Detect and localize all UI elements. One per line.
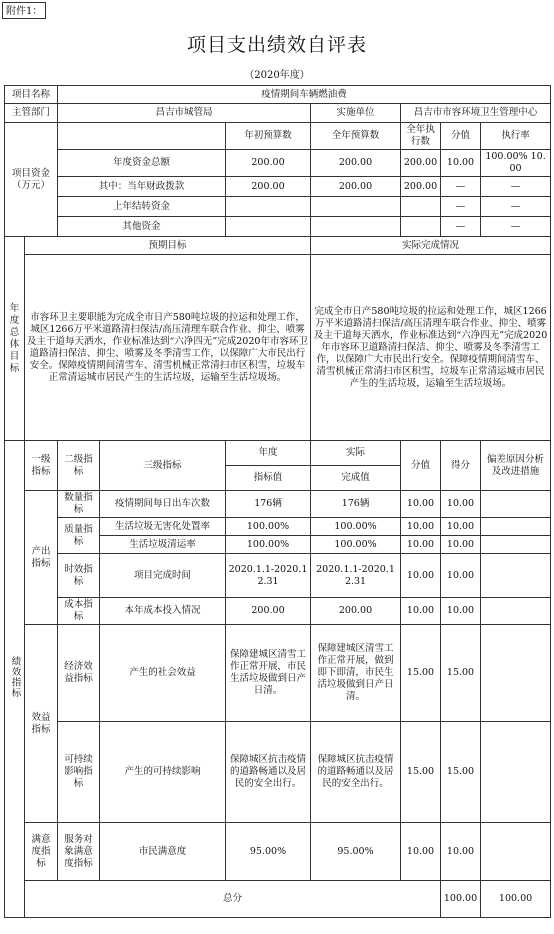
funds-cell: 200.00 [311, 177, 401, 197]
attachment-label: 附件1： [2, 2, 46, 19]
table-row: 保障建城区清雪工作正常开展，市民生活垃圾做到日产日清。 [226, 625, 311, 722]
impl-label: 实施单位 [311, 104, 401, 123]
funds-header: 执行率 [481, 123, 551, 150]
table-row: 市民满意度 [100, 823, 226, 881]
funds-header: 全年预算数 [311, 123, 401, 150]
perf-header-level3: 三级指标 [100, 441, 226, 491]
funds-cell: 200.00 [401, 150, 441, 177]
table-row: 10.00 [441, 823, 481, 881]
benefit-indicator-label: 效益指标 [25, 625, 58, 823]
table-row: 100.00% [311, 518, 401, 536]
table-row: 15.00 [401, 625, 441, 722]
table-row: 15.00 [401, 722, 441, 823]
table-row: 生活垃圾无害化处置率 [100, 518, 226, 536]
table-row: 本年成本投入情况 [100, 598, 226, 625]
goals-label: 年度总体目标 [5, 237, 25, 441]
table-row: 15.00 [441, 625, 481, 722]
table-row: 10.00 [401, 598, 441, 625]
perf-header-level2: 二级指标 [58, 441, 100, 491]
funds-cell: — [441, 197, 481, 217]
funds-cell: 200.00 [226, 150, 311, 177]
funds-row-label: 上年结转资金 [58, 197, 226, 217]
perf-header-score-value: 分值 [401, 441, 441, 491]
project-name: 疫情期间车辆燃油费 [58, 86, 551, 104]
funds-row-label: 年度资金总额 [58, 150, 226, 177]
table-row: 10.00 [401, 536, 441, 554]
table-row: 时效指标 [58, 554, 100, 598]
funds-cell: 200.00 [226, 177, 311, 197]
table-row: 100.00% [311, 536, 401, 554]
output-indicator-label: 产出指标 [25, 491, 58, 625]
table-row: 10.00 [441, 536, 481, 554]
funds-cell: — [441, 217, 481, 237]
table-row: 10.00 [441, 598, 481, 625]
perf-header-level1: 一级指标 [25, 441, 58, 491]
table-row: 10.00 [441, 518, 481, 536]
funds-cell: 200.00 [401, 177, 441, 197]
total-label: 总分 [25, 881, 441, 918]
table-row: 经济效益指标 [58, 625, 100, 722]
dept-value: 昌吉市城管局 [58, 104, 311, 123]
perf-label: 绩效指标 [5, 441, 25, 918]
table-row: 保障城区抗击疫情的道路畅通以及居民的安全出行。 [311, 722, 401, 823]
table-row: 100.00% [226, 518, 311, 536]
table-row: 产生的可持续影响 [100, 722, 226, 823]
funds-label: 项目资金（万元） [5, 123, 58, 237]
funds-header: 分值 [441, 123, 481, 150]
dept-label: 主管部门 [5, 104, 58, 123]
funds-cell: — [481, 177, 551, 197]
funds-header: 年初预算数 [226, 123, 311, 150]
table-row: 200.00 [226, 598, 311, 625]
funds-cell: 200.00 [311, 150, 401, 177]
funds-row-label: 其中：当年财政拨款 [58, 177, 226, 197]
perf-header-reason: 偏差原因分析及改进措施 [481, 441, 551, 491]
table-row: 数量指标 [58, 491, 100, 518]
table-row: 生活垃圾清运率 [100, 536, 226, 554]
table-row: 95.00% [311, 823, 401, 881]
funds-cell: — [481, 217, 551, 237]
perf-header-actual: 实际 [311, 441, 401, 466]
table-row: 176辆 [226, 491, 311, 518]
table-row: 2020.1.1-2020.12.31 [311, 554, 401, 598]
table-row: 项目完成时间 [100, 554, 226, 598]
table-row: 服务对象满意度指标 [58, 823, 100, 881]
perf-header-completed: 完成值 [311, 466, 401, 491]
table-row: 100.00% [226, 536, 311, 554]
funds-cell: 10.00 [441, 150, 481, 177]
funds-cell: — [481, 197, 551, 217]
perf-header-score: 得分 [441, 441, 481, 491]
table-row: 15.00 [441, 722, 481, 823]
table-row: 成本指标 [58, 598, 100, 625]
expected-goal-label: 预期目标 [25, 237, 311, 255]
page-title: 项目支出绩效自评表 [186, 34, 367, 56]
total-value: 100.00 [441, 881, 481, 918]
table-row: 质量指标 [58, 518, 100, 554]
table-row: 95.00% [226, 823, 311, 881]
table-row: 可持续影响指标 [58, 722, 100, 823]
table-row: 疫情期间每日出车次数 [100, 491, 226, 518]
evaluation-table [4, 85, 551, 918]
table-row: 200.00 [311, 598, 401, 625]
table-row: 产生的社会效益 [100, 625, 226, 722]
table-row: 10.00 [401, 823, 441, 881]
perf-header-target: 指标值 [226, 466, 311, 491]
table-row: 10.00 [401, 554, 441, 598]
total-score: 100.00 [481, 881, 551, 918]
funds-cell: 100.00% 10.00 [481, 150, 551, 177]
table-row: 10.00 [401, 491, 441, 518]
funds-header: 全年执行数 [401, 123, 441, 150]
table-row: 保障建城区清雪工作正常开展，做到即下即清，市民生活垃圾做到日产日清。 [311, 625, 401, 722]
funds-cell: — [441, 177, 481, 197]
table-row: 保障城区抗击疫情的道路畅通以及居民的安全出行。 [226, 722, 311, 823]
table-row: 10.00 [401, 518, 441, 536]
table-row: 10.00 [441, 554, 481, 598]
project-name-label: 项目名称 [5, 86, 58, 104]
perf-header-year: 年度 [226, 441, 311, 466]
table-row: 176辆 [311, 491, 401, 518]
actual-goal-label: 实际完成情况 [311, 237, 551, 255]
funds-row-label: 其他资金 [58, 217, 226, 237]
impl-value: 昌吉市市容环境卫生管理中心 [401, 104, 551, 123]
satisfaction-indicator-label: 满意度指标 [25, 823, 58, 881]
expected-goal-text: 市容环卫主要职能为完成全市日产580吨垃圾的拉运和处理工作，城区1266万平米道路清扫保洁/高压清理车联合作业、抑尘、喷雾及主干道每天洒水，作业标准达到“六净四无”完成2020年市容环卫道路清扫保洁、抑尘、喷雾及冬季清雪工作，以保障广大市民出行安全。保障疫情期间清雪车、清雪机械正常清扫市区积雪，垃圾车正常清运城市居民产生的生活垃圾，运输至生活垃圾场。 [25, 255, 311, 441]
table-row: 10.00 [441, 491, 481, 518]
table-row: 2020.1.1-2020.12.31 [226, 554, 311, 598]
actual-goal-text: 完成全市日产580吨垃圾的拉运和处理工作，城区1266万平米道路清扫保洁/高压清理车联合作业、抑尘、喷雾及主干道每天洒水，作业标准达到“六净四无”完成2020年市容环卫道路清扫保洁、抑尘、喷雾及冬季清雪工作，以保障广大市民出行安全。保障疫情期间清雪车、清雪机械正常清扫市区积雪，垃圾车正常清运城市居民产生的生活垃圾，运输至生活垃圾场。 [311, 255, 551, 441]
year-subtitle: （2020年度） [244, 70, 310, 81]
